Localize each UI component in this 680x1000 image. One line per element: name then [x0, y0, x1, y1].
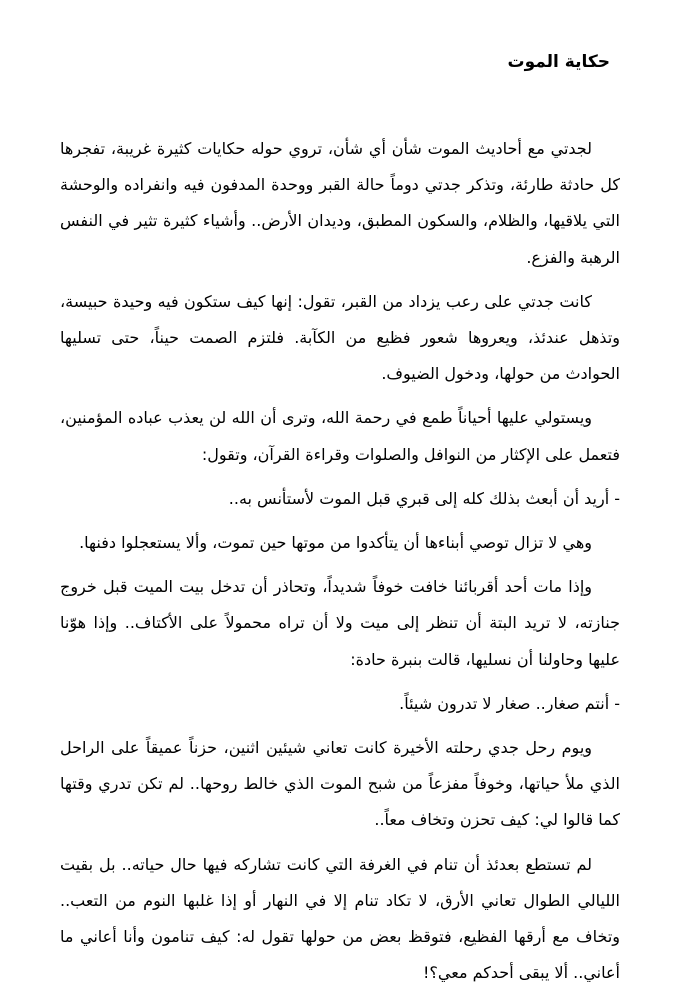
- paragraph: لم تستطع بعدئذ أن تنام في الغرفة التي كانت تشاركه فيها حال حياته.. بل بقيت الليالي الطوال تعاني الأرق، لا تكاد تنام إلا في النهار أو إذا غلبها النوم من التعب.. وتخاف مع أرقها الفظيع، فتوقظ بعض من حولها تقول له: كيف تنامون وأنا أعاني ما أعاني.. ألا يبقى أحدكم معي؟!: [60, 854, 620, 983]
- paragraph: ويستولي عليها أحياناً طمع في رحمة الله، وترى أن الله لن يعذب عباده المؤمنين، فتعمل على الإكثار من النوافل والصلوات وقراءة القرآن، وتقول:: [60, 408, 620, 464]
- paragraph: وإذا مات أحد أقربائنا خافت خوفاً شديداً، وتحاذر أن تدخل بيت الميت قبل خروج جنازته، لا تريد البتة أن تنظر إلى ميت ولا أن تراه محمولاً على الأكتاف.. وإذا هوّنا عليها وحاولنا أن نسليها، قالت بنبرة حادة:: [60, 577, 620, 669]
- paragraph: ويوم رحل جدي رحلته الأخيرة كانت تعاني شيئين اثنين، حزناً عميقاً على الراحل الذي ملأ حياتها، وخوفاً مفزعاً من شبح الموت الذي خالط روحها.. لم تكن تدري وقتها كما قالوا لي: كيف تحزن وتخاف معاً..: [60, 738, 620, 830]
- paragraph: كانت جدتي على رعب يزداد من القبر، تقول: إنها كيف ستكون فيه وحيدة حبيسة، وتذهل عندئذ، ويعروها شعور فظيع من الكآبة. فلتزم الصمت حيناً، حتى تسليها الحوادث من حولها، ودخول الضيوف.: [60, 291, 620, 384]
- document-body: [60, 131, 620, 999]
- document-title: حكاية الموت: [507, 52, 610, 72]
- paragraph: وهي لا تزال توصي أبناءها أن يتأكدوا من موتها حين تموت، وألا يستعجلوا دفنها.: [79, 533, 592, 553]
- dialogue-line: - أنتم صغار.. صغار لا تدرون شيئاً.: [399, 693, 620, 713]
- paragraph: لجدتي مع أحاديث الموت شأن أي شأن، تروي حوله حكايات كثيرة غريبة، تفجرها كل حادثة طارئة، وتذكر جدتي دوماً حالة القبر ووحدة المدفون فيه وانفراده والوحشة التي يلاقيها، والظلام، والسكون المطبق، وديدان الأرض.. وأشياء كثيرة تثير في النفس الرهبة والفزع.: [60, 139, 620, 267]
- dialogue-line: - أريد أن أبعث بذلك كله إلى قبري قبل الموت لأستأنس به..: [228, 488, 620, 508]
